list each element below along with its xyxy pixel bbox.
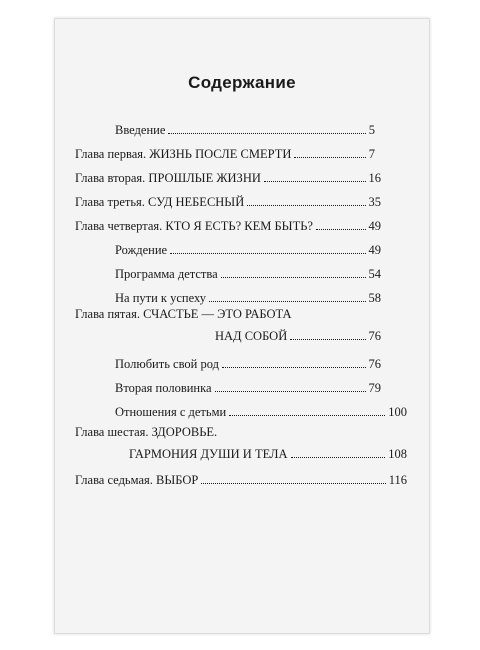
entry-page: 76 bbox=[368, 357, 381, 371]
toc-entry-ch3 bbox=[75, 191, 381, 209]
leader-dots bbox=[247, 204, 365, 206]
entry-label: Глава седьмая. ВЫБОР bbox=[75, 473, 199, 487]
toc-entry-ch5 bbox=[215, 325, 381, 343]
leader-dots bbox=[168, 132, 365, 134]
toc-entry-ch6-line1: Глава шестая. ЗДОРОВЬЕ. bbox=[75, 425, 218, 439]
toc-entry-ch4-2 bbox=[115, 263, 381, 281]
entry-page: 49 bbox=[368, 243, 381, 257]
toc-entry-intro bbox=[115, 119, 375, 137]
leader-dots bbox=[170, 252, 365, 254]
entry-page: 100 bbox=[388, 405, 407, 419]
leader-dots bbox=[229, 414, 385, 416]
toc-entry-ch5-3 bbox=[115, 401, 407, 419]
leader-dots bbox=[290, 338, 365, 340]
entry-label: ГАРМОНИЯ ДУШИ И ТЕЛА bbox=[129, 447, 288, 461]
entry-label: Рождение bbox=[115, 243, 168, 257]
toc-entry-ch7 bbox=[75, 469, 407, 487]
entry-label: Глава четвертая. КТО Я ЕСТЬ? КЕМ БЫТЬ? bbox=[75, 219, 313, 233]
entry-label: Полюбить свой род bbox=[115, 357, 219, 371]
leader-dots bbox=[294, 156, 365, 158]
entry-label: Введение bbox=[115, 123, 166, 137]
leader-dots bbox=[209, 300, 365, 302]
toc-entry-ch4-3 bbox=[115, 287, 381, 305]
toc-entry-ch5-line1: Глава пятая. СЧАСТЬЕ — ЭТО РАБОТА bbox=[75, 307, 292, 321]
entry-page: 35 bbox=[368, 195, 381, 209]
toc-entry-ch1 bbox=[75, 143, 375, 161]
entry-page: 7 bbox=[368, 147, 375, 161]
entry-label: Вторая половинка bbox=[115, 381, 212, 395]
entry-label: На пути к успеху bbox=[115, 291, 207, 305]
entry-page: 76 bbox=[368, 329, 381, 343]
toc-entry-ch5-2 bbox=[115, 377, 381, 395]
entry-label: Глава третья. СУД НЕБЕСНЫЙ bbox=[75, 195, 245, 209]
leader-dots bbox=[221, 276, 366, 278]
leader-dots bbox=[264, 180, 366, 182]
entry-page: 79 bbox=[368, 381, 381, 395]
toc-entry-ch6 bbox=[129, 443, 407, 461]
entry-page: 16 bbox=[368, 171, 381, 185]
entry-page: 116 bbox=[388, 473, 407, 487]
entry-label: НАД СОБОЙ bbox=[215, 329, 288, 343]
leader-dots bbox=[201, 482, 385, 484]
leader-dots bbox=[215, 390, 366, 392]
book-page bbox=[54, 18, 430, 634]
entry-page: 49 bbox=[368, 219, 381, 233]
entry-label: Программа детства bbox=[115, 267, 218, 281]
entry-label: Глава вторая. ПРОШЛЫЕ ЖИЗНИ bbox=[75, 171, 261, 185]
entry-page: 108 bbox=[388, 447, 407, 461]
toc-entry-ch2 bbox=[75, 167, 381, 185]
toc-entry-ch4 bbox=[75, 215, 381, 233]
toc-entry-ch4-1 bbox=[115, 239, 381, 257]
entry-page: 58 bbox=[368, 291, 381, 305]
entry-label: Глава первая. ЖИЗНЬ ПОСЛЕ СМЕРТИ bbox=[75, 147, 292, 161]
leader-dots bbox=[291, 456, 386, 458]
entry-label: Отношения с детьми bbox=[115, 405, 227, 419]
leader-dots bbox=[222, 366, 366, 368]
entry-page: 5 bbox=[368, 123, 375, 137]
leader-dots bbox=[316, 228, 366, 230]
entry-page: 54 bbox=[368, 267, 381, 281]
toc-entry-ch5-1 bbox=[115, 353, 381, 371]
page-title: Содержание bbox=[188, 73, 296, 92]
